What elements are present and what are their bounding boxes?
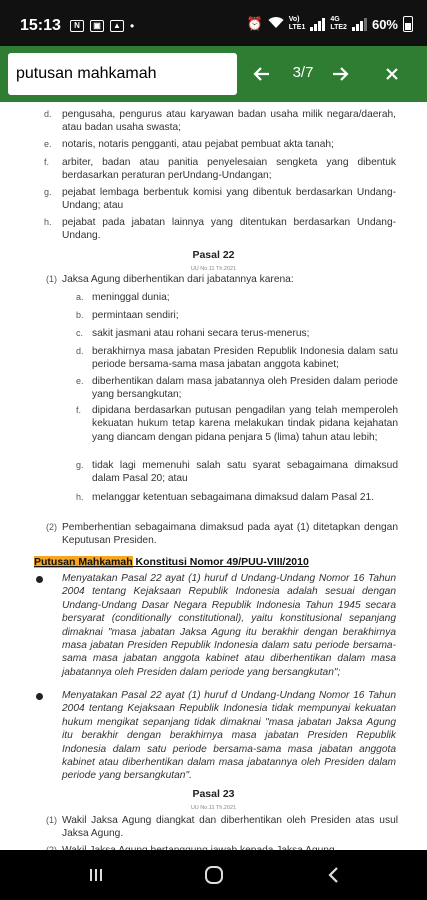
home-button[interactable] <box>194 860 234 890</box>
network-label-1: Vo) LTE1 <box>288 16 306 31</box>
signal-1-icon <box>310 17 325 31</box>
back-button[interactable] <box>314 860 354 890</box>
bullet-icon <box>36 693 43 700</box>
list-item: e. notaris, notaris pengganti, atau pejabat pembuat akta tanah; <box>44 139 334 150</box>
list-item: e. diberhentikan dalam masa jabatannya oleh Presiden dalam periode yang bersangkutan; <box>76 376 398 401</box>
pasal-23-source: UU No.11 Th.2021 <box>190 805 237 811</box>
ayat-1: (1) Wakil Jaksa Agung diangkat dan diberhentikan oleh Presiden atas usul Jaksa Agung. <box>46 815 398 840</box>
document-page[interactable] <box>0 102 427 850</box>
ruling-paragraph-2: Menyatakan Pasal 22 ayat (1) huruf d Undang-Undang Nomor 16 Tahun 2004 tentang Kejaksaan Republik Indonesia tidak mempunyai kekuatan hukum mengikat sepanjang tidak dimaknai "masa jabatan Jaksa Agung itu berakhir dengan berakhirnya masa jabatan Presiden Republik Indonesia dalam satu periode bersama-sama masa jabatan anggota kabinet atau diberhentikan dalam masa jabatannya oleh Presiden dalam periode yang bersangkutan". <box>62 690 396 782</box>
search-input-box[interactable] <box>8 53 237 95</box>
pasal-23-heading: Pasal 23 <box>192 788 235 800</box>
network-label-2: 4G LTE2 <box>330 16 347 31</box>
recent-apps-icon <box>87 866 105 884</box>
notification-n-icon: N <box>70 20 84 32</box>
search-input[interactable] <box>16 65 229 83</box>
status-bar <box>0 0 427 46</box>
ayat-1: (1) Jaksa Agung diberhentikan dari jabatannya karena: <box>46 274 294 285</box>
home-icon <box>203 864 225 886</box>
bullet-icon <box>36 576 43 583</box>
dot-icon: • <box>130 19 135 33</box>
pasal-22-source: UU No.11 Th.2021 <box>190 266 237 272</box>
list-item: d. pengusaha, pengurus atau karyawan badan usaha milik negara/daerah, atau badan usaha swasta; <box>44 109 396 134</box>
list-item: a. meninggal dunia; <box>76 292 170 303</box>
notification-gallery-icon: ▲ <box>110 20 124 32</box>
signal-2-icon <box>352 17 367 31</box>
arrow-right-icon <box>331 65 349 83</box>
recent-apps-button[interactable] <box>76 860 116 890</box>
back-icon <box>326 866 342 884</box>
notification-app-icon: ▣ <box>90 20 104 32</box>
list-item: h. melanggar ketentuan sebagaimana dimaksud dalam Pasal 21. <box>76 492 375 503</box>
putusan-heading: Putusan Mahkamah Konstitusi Nomor 49/PUU-VIII/2010 <box>34 556 309 568</box>
list-item: b. permintaan sendiri; <box>76 310 179 321</box>
notification-icons <box>70 19 134 33</box>
ruling-paragraph-1: Menyatakan Pasal 22 ayat (1) huruf d Undang-Undang Nomor 16 Tahun 2004 tentang Kejaksaan Republik Indonesia adalah sesuai dengan Undang-Undang Dasar Negara Republik Indonesia Tahun 1945 secara bersyarat (conditionally constitutional), yaitu konstitusional sepanjang dimaknai "masa jabatan Jaksa Agung itu berakhir dengan berakhirnya masa jabatan Presiden Republik Indonesia dalam satu periode bersama-sama masa jabatan anggota kabinet atau diberhentikan dalam masa jabatannya oleh Presiden dalam periode yang bersangkutan"; <box>62 573 396 678</box>
close-search-button[interactable] <box>374 56 410 92</box>
system-nav-bar <box>0 850 427 900</box>
battery-percent: 60% <box>371 16 398 32</box>
wifi-icon <box>268 16 284 32</box>
status-time: 15:13 <box>20 17 61 34</box>
arrow-left-icon <box>253 65 271 83</box>
list-item: g. tidak lagi memenuhi salah satu syarat sebagaimana dimaksud dalam Pasal 20; atau <box>76 460 398 485</box>
status-right <box>247 16 413 32</box>
search-match-highlight[interactable]: Putusan Mahkamah <box>34 556 133 568</box>
alarm-icon: ⏰ <box>246 16 263 31</box>
ayat-2: (2) Pemberhentian sebagaimana dimaksud pada ayat (1) ditetapkan dengan Keputusan Presiden. <box>46 522 398 547</box>
list-item: h. pejabat pada jabatan lainnya yang ditentukan berdasarkan Undang-Undang. <box>44 217 396 242</box>
list-item: f. arbiter, badan atau panitia penyelesaian sengketa yang dibentuk berdasarkan peraturan perUndang-Undangan; <box>44 157 396 182</box>
list-item: d. berakhirnya masa jabatan Presiden Republik Indonesia dalam satu periode bersama-sama masa jabatan anggota kabinet; <box>76 346 398 371</box>
list-item: g. pejabat lembaga berbentuk komisi yang dibentuk berdasarkan Undang-Undang; atau <box>44 187 396 212</box>
find-toolbar <box>0 46 427 102</box>
pasal-22-heading: Pasal 22 <box>192 249 235 261</box>
battery-icon <box>403 16 413 32</box>
list-item: c. sakit jasmani atau rohani secara terus-menerus; <box>76 328 310 339</box>
next-result-button[interactable] <box>322 56 358 92</box>
result-counter: 3/7 <box>292 64 314 81</box>
close-icon <box>385 67 399 81</box>
previous-result-button[interactable] <box>244 56 280 92</box>
list-item: f. dipidana berdasarkan putusan pengadilan yang telah memperoleh kekuatan hukum tetap karena melakukan tindak pidana kejahatan yang diancam dengan pidana penjara 5 (lima) tahun atau lebih; <box>76 405 398 443</box>
